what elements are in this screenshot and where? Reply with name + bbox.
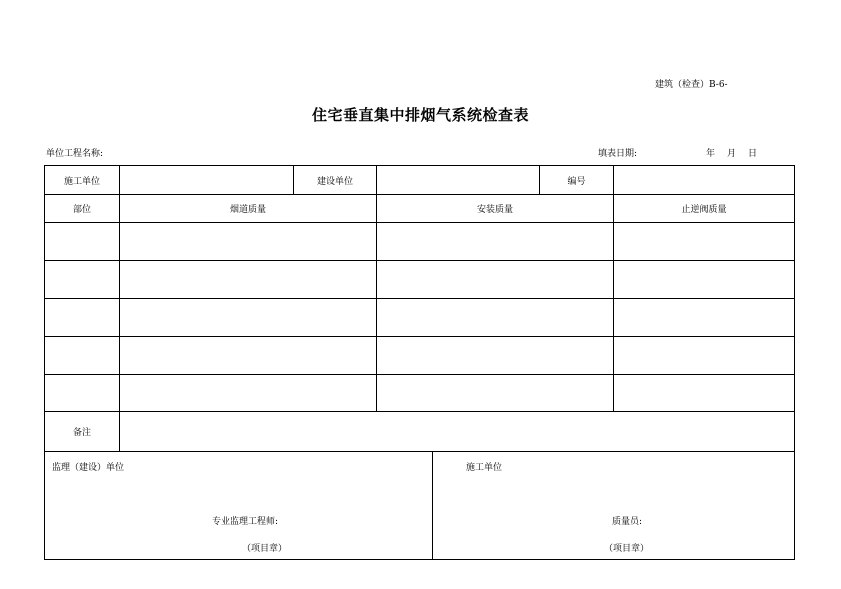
date-month: 月 — [727, 149, 737, 159]
col-location: 部位 — [72, 205, 91, 215]
table-row-4-location[interactable] — [45, 337, 119, 374]
builder-unit-value[interactable] — [377, 166, 539, 194]
form-code: 建筑（检查）B-6- — [655, 80, 728, 90]
project-seal-right: （项目章） — [604, 544, 650, 554]
unit-project-label: 单位工程名称: — [46, 149, 104, 159]
construction-unit-value[interactable] — [120, 166, 293, 194]
builder-unit-label: 建设单位 — [316, 176, 353, 187]
supervising-engineer-label: 专业监理工程师: — [212, 517, 279, 527]
col-check-valve-quality: 止逆阀质量 — [681, 205, 727, 215]
date-day: 日 — [748, 149, 758, 159]
serial-no-value[interactable] — [614, 166, 794, 194]
table-row-3-location[interactable] — [45, 299, 119, 336]
serial-no-label: 编号 — [567, 176, 586, 187]
col-install-quality: 安装质量 — [476, 205, 513, 215]
table-row-2-location[interactable] — [45, 261, 119, 298]
supervision-unit-label: 监理（建设）单位 — [52, 463, 125, 473]
project-seal-left: （项目章） — [242, 544, 288, 554]
remarks-label: 备注 — [72, 428, 91, 438]
table-row-1-location[interactable] — [45, 223, 119, 260]
construction-unit-label: 施工单位 — [63, 176, 100, 187]
remarks-value[interactable] — [120, 412, 794, 451]
date-year: 年 — [706, 149, 716, 159]
construction-unit-signoff-label: 施工单位 — [466, 463, 503, 473]
table-row-5-location[interactable] — [45, 375, 119, 411]
fill-date-label: 填表日期: — [598, 149, 638, 159]
quality-inspector-label: 质量员: — [612, 517, 643, 527]
form-title: 住宅垂直集中排烟气系统检查表 — [311, 106, 529, 124]
col-flue-quality: 烟道质量 — [229, 205, 266, 215]
